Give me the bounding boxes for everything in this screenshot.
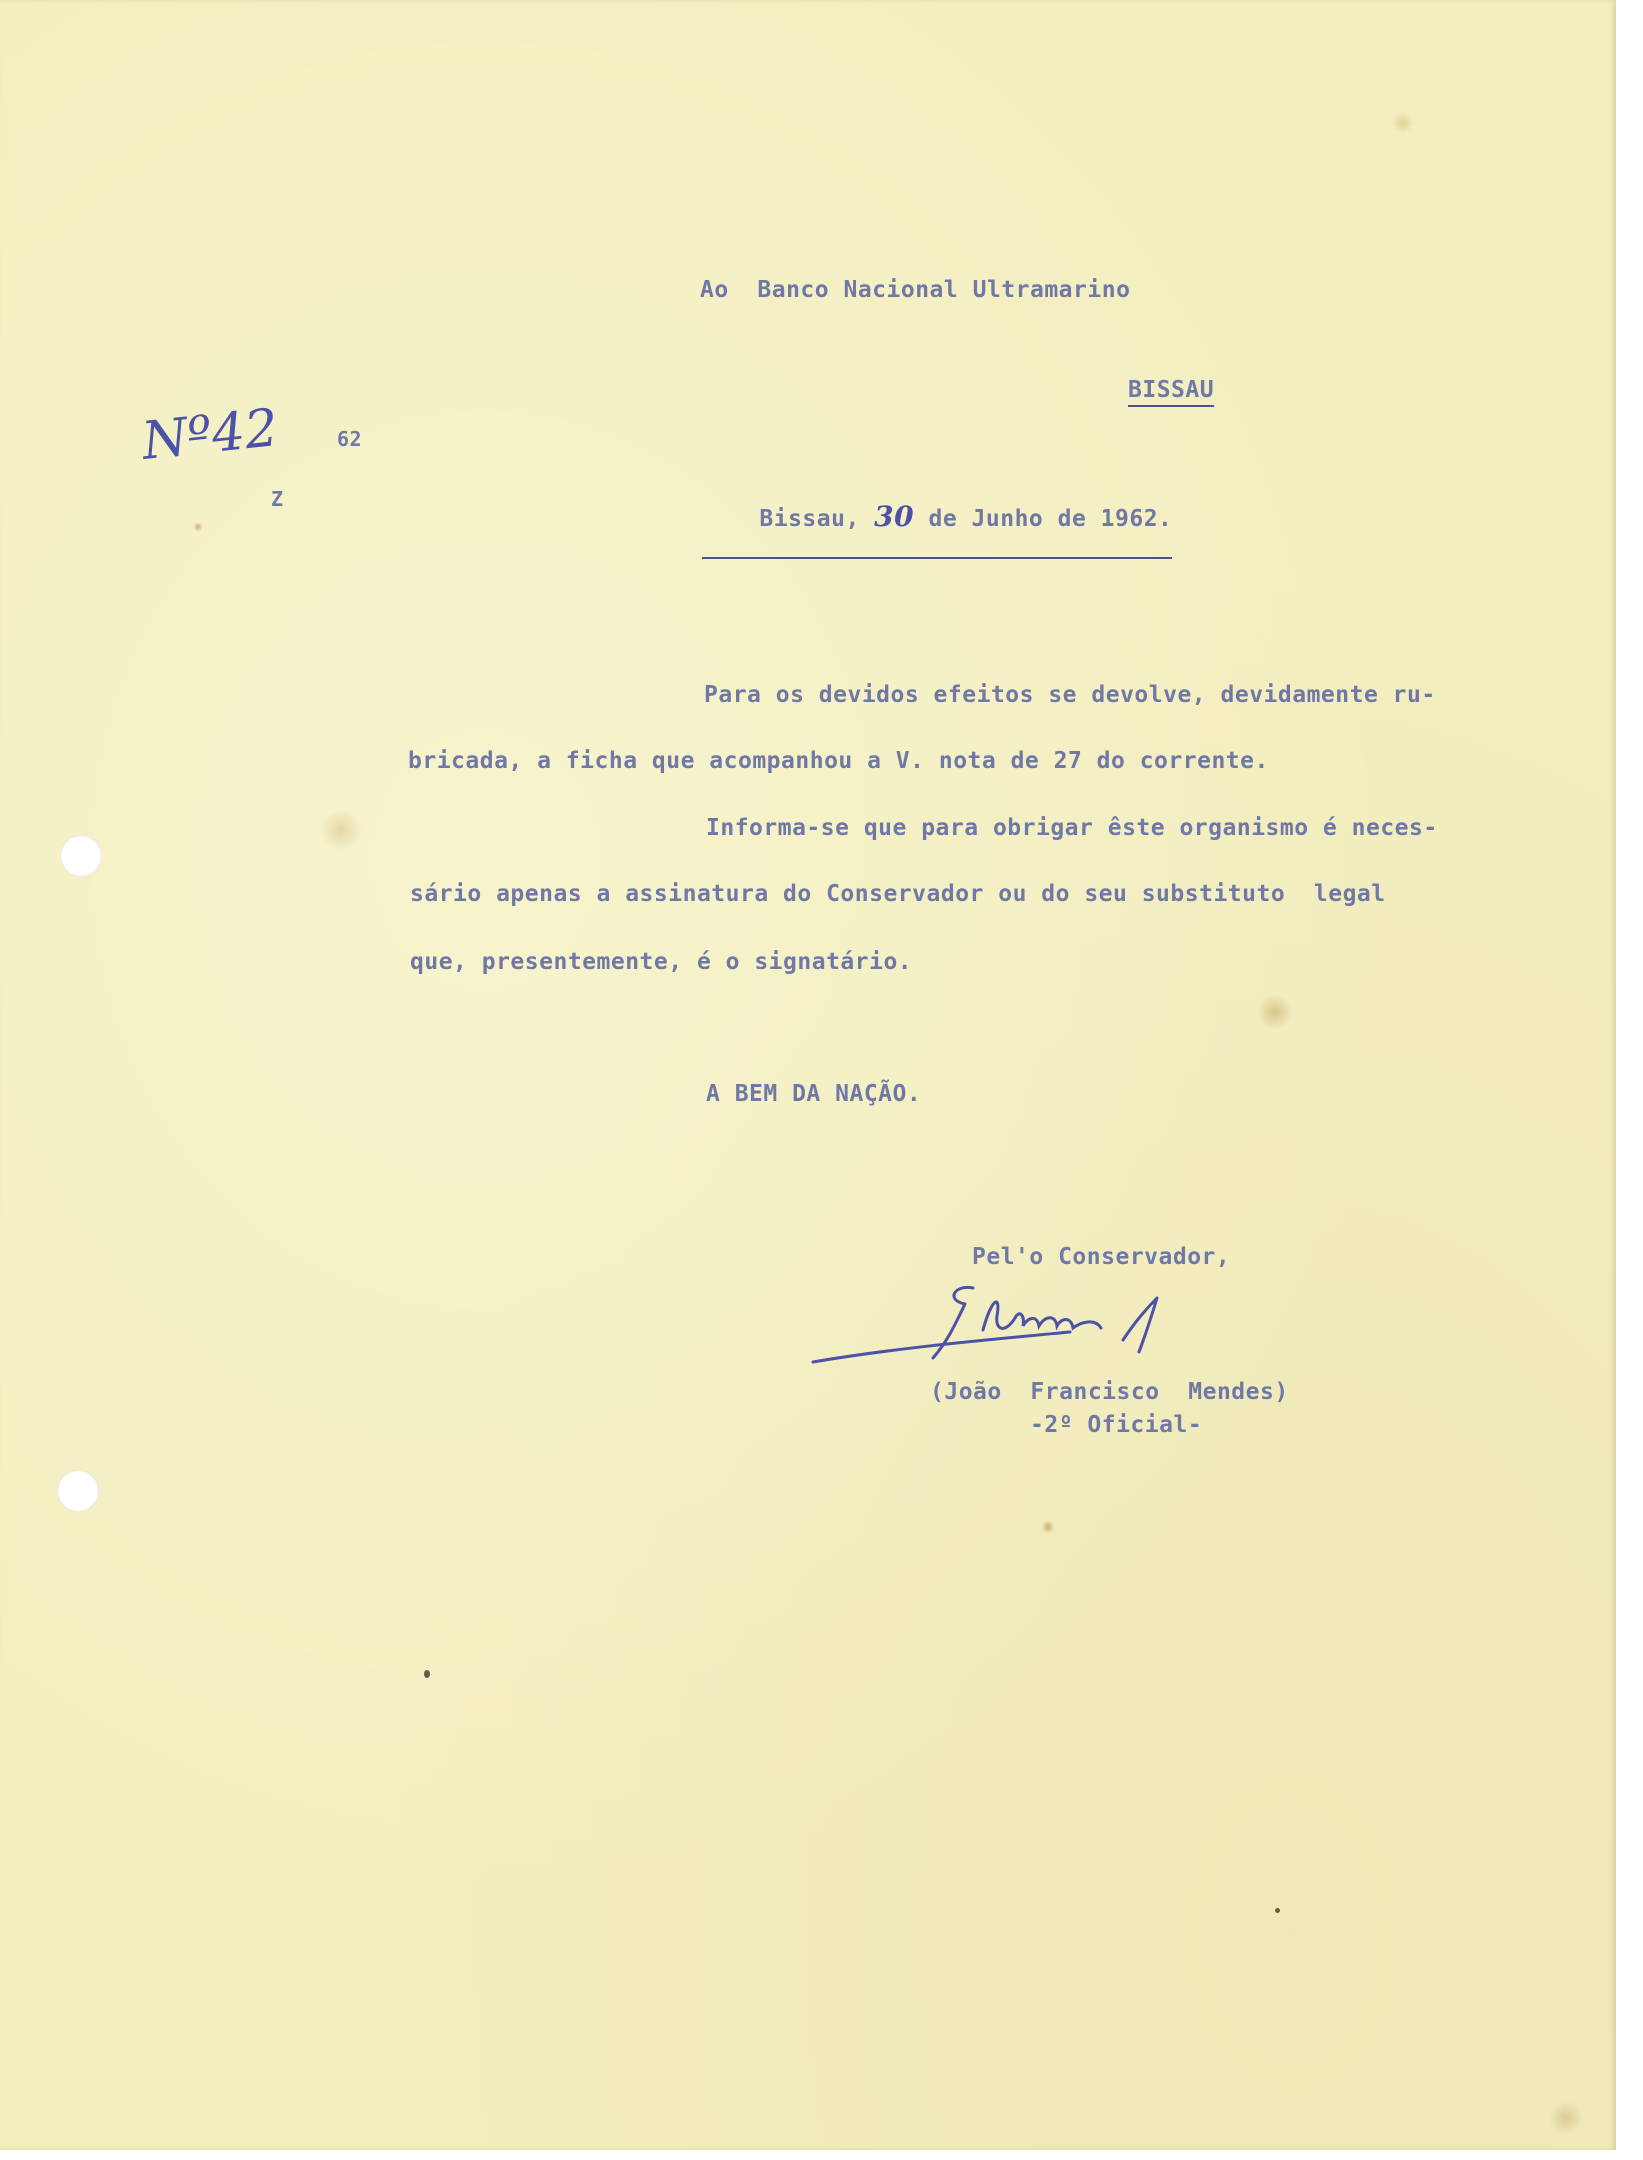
- signer-title: -2º Oficial-: [1030, 1412, 1203, 1438]
- stain-spot: [318, 810, 364, 850]
- date-day: 30: [874, 500, 915, 533]
- reference-year: 62: [337, 427, 363, 451]
- stain-spot: [1255, 995, 1295, 1029]
- punch-hole-bottom: [57, 1470, 99, 1512]
- body-line: Para os devidos efeitos se devolve, devidamente ru-: [704, 682, 1436, 708]
- stain-spot: [424, 1670, 430, 1678]
- handwritten-signature: [805, 1270, 1265, 1380]
- punch-hole-top: [60, 835, 102, 877]
- reference-number-handwritten: Nº42: [139, 398, 281, 472]
- stain-spot: [1275, 1908, 1280, 1913]
- date-place: Bissau,: [759, 506, 875, 532]
- addressee-city: BISSAU: [1128, 379, 1214, 407]
- stain-spot: [1548, 2100, 1584, 2136]
- signature-intro: Pel'o Conservador,: [972, 1244, 1231, 1270]
- date-rest: de Junho de 1962.: [914, 506, 1173, 532]
- body-line: Informa-se que para obrigar êste organismo é neces-: [706, 815, 1438, 841]
- stain-spot: [1041, 1520, 1055, 1534]
- addressee-line: Ao Banco Nacional Ultramarino: [700, 277, 1131, 303]
- reference-mark: Z: [271, 487, 284, 511]
- body-line: sário apenas a assinatura do Conservador ou do seu substituto legal: [410, 881, 1386, 907]
- stain-spot: [193, 522, 203, 532]
- date-line: [702, 480, 1172, 559]
- signer-name: (João Francisco Mendes): [930, 1379, 1289, 1405]
- body-line: que, presentemente, é o signatário.: [410, 949, 913, 975]
- closing-line: A BEM DA NAÇÃO.: [706, 1081, 922, 1107]
- stain-spot: [1392, 112, 1414, 134]
- body-line: bricada, a ficha que acompanhou a V. nota de 27 do corrente.: [408, 748, 1269, 774]
